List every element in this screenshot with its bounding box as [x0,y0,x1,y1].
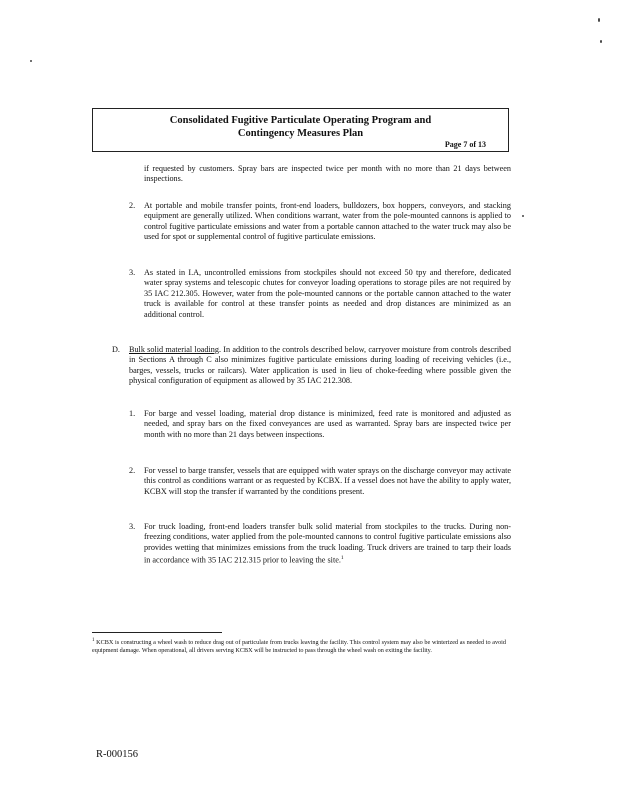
scan-speck [598,18,600,22]
section-d-letter: D. [112,345,120,354]
footnote-reference: 1 [340,555,344,562]
scan-speck [30,60,32,62]
page-number: Page 7 of 13 [444,140,486,149]
footnote-text: KCBX is constructing a wheel wash to reduce drag out of particulate from trucks leaving the facility. This control system may also be winterized as needed to avoid equipment damage. When operational, all drivers serving KCBX will be instructed to pass through the wheel wash on exiting the facility. [92,639,506,655]
footnote-divider [92,632,222,633]
document-title-line-2: Contingency Measures Plan [237,128,364,139]
footnote [92,637,506,656]
d-item-1-number: 1. [129,409,136,418]
c-item-3-text: As stated in I.A, uncontrolled emissions from stockpiles should not exceed 50 tpy and therefore, dedicated water spray systems and telescopic chutes for conveyor loading operations to storage piles are not required by 35 IAC 212.305. However, water from the pole-mounted cannons or the portable cannon attached to the water truck is available for control at these transfer points as needed and drop distances are minimized as an additional control. [144,268,511,319]
c-item-2-number: 2. [129,201,136,210]
continuation-paragraph: if requested by customers. Spray bars are inspected twice per month with no more than 21 days between inspections. [144,164,511,184]
section-d-heading: Bulk solid material loading [129,345,219,354]
scan-speck [600,40,602,43]
d-item-3-text [144,522,511,566]
c-item-2-text: At portable and mobile transfer points, front-end loaders, bulldozers, box hoppers, conveyors, and stacking equipment are generally utilized. When conditions warrant, water from the pole-mounted cannons is applied to control fugitive particulate emissions and water from a portable cannon attached to the water truck may also be used for spot or supplemental control of fugitive particulate emissions. [144,201,511,242]
d-item-3-number: 3. [129,522,136,531]
d-item-2-number: 2. [129,466,136,475]
c-item-3-number: 3. [129,268,136,277]
d-item-1-text: For barge and vessel loading, material drop distance is minimized, feed rate is monitored and adjusted as needed, and spray bars on the fixed conveyances are used as warranted. Spray bars are inspected twice per month with no more than 21 days between inspections. [144,409,511,439]
document-title-line-1: Consolidated Fugitive Particulate Operating Program and [169,115,432,126]
section-d-paragraph [129,345,511,387]
d-item-3-body: For truck loading, front-end loaders transfer bulk solid material from stockpiles to the trucks. During non-freezing conditions, water applied from the pole-mounted cannons to control fugitive particulate emissions also provides wetting that minimizes emissions from the truck loading. Truck drivers are trained to tarp their loads in accordance with 35 IAC 212.315 prior to leaving the site. [144,522,511,565]
bates-number: R-000156 [96,749,138,760]
page-header-box [92,108,509,152]
scan-speck [522,215,524,217]
d-item-2-text: For vessel to barge transfer, vessels that are equipped with water sprays on the discharge conveyor may activate this control as conditions warrant or as requested by KCBX. If a vessel does not have the ability to apply water, KCBX will stop the transfer if warranted by the conditions present. [144,466,511,496]
footnote-marker: 1 [92,638,95,643]
section-d-text: . In addition to the controls described below, carryover moisture from controls described in Sections A through C also minimizes fugitive particulate emissions during loading of receiving vehicles (i.e., barges, vessels, trucks or railcars). Water application is used in lieu of choke-feeding where possible given the physical configuration of equipment as allowed by 35 IAC 212.308. [129,345,511,386]
